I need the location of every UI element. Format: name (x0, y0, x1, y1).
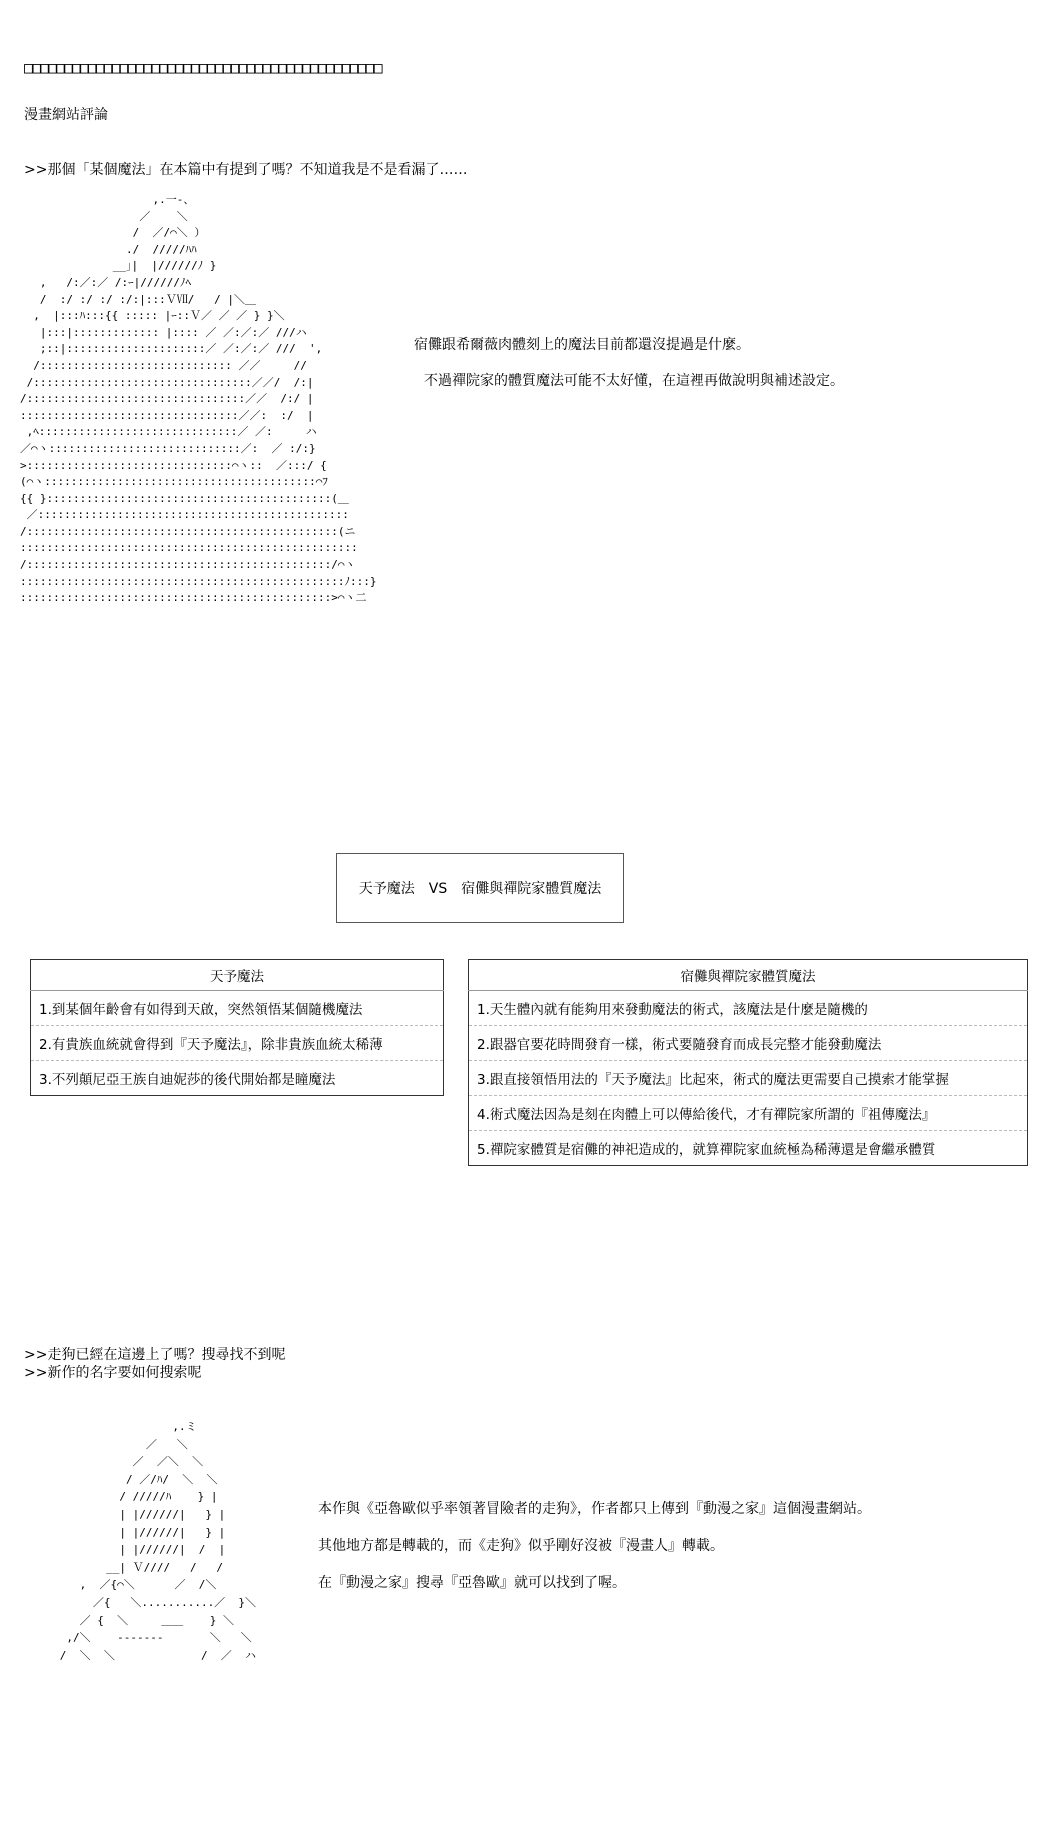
reader-comment: >>走狗已經在這邊上了嗎？搜尋找不到呢 (24, 1347, 286, 1363)
dialog-line: 本作與《亞魯歐似乎率領著冒險者的走狗》，作者都只上傳到『動漫之家』這個漫畫網站。 (318, 1501, 871, 1517)
table-row: 2.跟器官要花時間發育一樣，術式要隨發育而成長完整才能發動魔法 (469, 1026, 1028, 1061)
table-header: 天予魔法 (31, 960, 444, 991)
table-row: 1.到某個年齡會有如得到天啟，突然領悟某個隨機魔法 (31, 991, 444, 1026)
dialog-line: 在『動漫之家』搜尋『亞魯歐』就可以找到了喔。 (318, 1575, 626, 1591)
tenyo-magic-table (30, 959, 444, 1096)
table-row: 2.有貴族血統就會得到『天予魔法』，除非貴族血統太稀薄 (31, 1026, 444, 1061)
ascii-art-figure-hooded: ,.ミ ／ ＼ ／ ／＼ ＼ / ／/ﾊ/ ＼ ＼ / /////ﾊ } | | |//////| } | | |//////| } | | |//////| / | __| Ｖ//// / / , ／{⌒＼ ／ /＼ ／{ ＼...........／ }＼ ／ { ＼ ＿＿ } ＼ ,/＼ ------- ＼ ＼ / ＼ ＼ / ／ ハ (59, 1420, 257, 1662)
table-header: 宿儺與禪院家體質魔法 (469, 960, 1028, 991)
constitution-magic-table (468, 959, 1028, 1166)
reader-comment: >>那個「某個魔法」在本篇中有提到了嗎？不知道我是不是看漏了…… (24, 162, 468, 178)
header-squares: □□□□□□□□□□□□□□□□□□□□□□□□□□□□□□□□□□□□□□□□□□□□□ (24, 58, 381, 77)
table-row: 3.跟直接領悟用法的『天予魔法』比起來，術式的魔法更需要自己摸索才能掌握 (469, 1061, 1028, 1096)
dialog-line: 其他地方都是轉載的，而《走狗》似乎剛好沒被『漫畫人』轉載。 (318, 1538, 724, 1554)
site-review-heading: 漫畫網站評論 (24, 107, 108, 123)
table-row: 4.術式魔法因為是刻在肉體上可以傳給後代，才有禪院家所謂的『祖傳魔法』 (469, 1096, 1028, 1131)
table-row: 1.天生體內就有能夠用來發動魔法的術式，該魔法是什麼是隨機的 (469, 991, 1028, 1026)
ascii-art-figure-cloaked: ,.一-、 ／ ＼ / ／/⌒＼ ） ./ /////ﾊﾊ __｣| |//////ﾉ } , /:／:／ /:ｰ|//////ﾉﾍ / :/ :/ :/ :/:|:::ＶⅦ/ / |＼＿ , |:::ﾊ:::{{ ::::: |ｰ::Ｖ／ ／ ／ } }＼ |:::|::::::::::::: |:::: ／ ／:／:／ ///ハ ;::|:::::::::::::::::::::／ ／:／:／ /// ', /::::::::::::::::::::::::::::: ／／ // /:::::::::::::::::::::::::::::::::／／/ /:| /:::::::::::::::::::::::::::::::::／／ /:/ | :::::::::::::::::::::::::::::::::／／: :/ | ,ﾍ::::::::::::::::::::::::::::::／ ／: ハ ／⌒ヽ:::::::::::::::::::::::::::::／: ／ :/:} >:::::::::::::::::::::::::::::::⌒ヽ:: ／:::/ { (⌒ヽ:::::::::::::::::::::::::::::::::::::::::⌒ﾌ {{ }:::::::::::::::::::::::::::::::::::::::::::(＿ ／::::::::::::::::::::::::::::::::::::::::::::::: /:::::::::::::::::::::::::::::::::::::::::::::::(ニ ::::::::::::::::::::::::::::::::::::::::::::::::::: /::::::::::::::::::::::::::::::::::::::::::::::/⌒ヽ :::::::::::::::::::::::::::::::::::::::::::::::::ﾉ:::} :::::::::::::::::::::::::::::::::::::::::::::::>⌒ヽ二 (20, 193, 377, 605)
dialog-line: 不過禪院家的體質魔法可能不太好懂，在這裡再做說明與補述設定。 (424, 373, 844, 389)
comparison-title-box (336, 853, 624, 923)
comparison-title: 天予魔法 VS 宿儺與禪院家體質魔法 (358, 881, 602, 897)
reader-comment: >>新作的名字要如何搜索呢 (24, 1365, 202, 1381)
table-row: 5.禪院家體質是宿儺的神祀造成的，就算禪院家血統極為稀薄還是會繼承體質 (469, 1131, 1028, 1166)
table-row: 3.不列顛尼亞王族自迪妮莎的後代開始都是瞳魔法 (31, 1061, 444, 1096)
dialog-line: 宿儺跟希爾薇肉體刻上的魔法目前都還沒提過是什麼。 (414, 337, 750, 353)
